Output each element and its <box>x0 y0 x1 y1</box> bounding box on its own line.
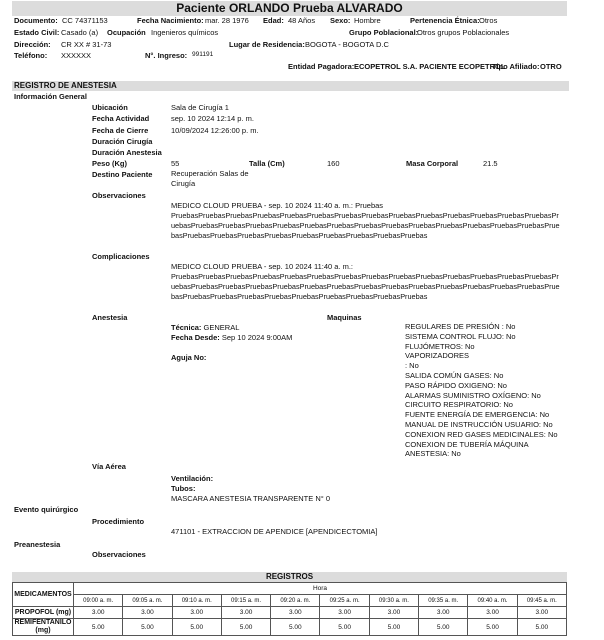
nacimiento-value: mar. 28 1976 <box>205 16 249 25</box>
pre-observaciones-label: Observaciones <box>92 550 146 559</box>
dose-cell: 3.00 <box>369 607 418 619</box>
dose-cell: 5.00 <box>221 619 270 636</box>
hour-cell: 09:45 a. m. <box>517 595 566 607</box>
observaciones-text: PruebasPruebasPruebasPruebasPruebasPruebasPruebasPruebasPruebasPruebasPruebasPruebasPruebasPruebasPruebasPruebasPruebasPruebasPruebasPruebasPruebasPruebasPruebasPruebasPruebasPruebasPruebasPruebasPruebasPruebasPruebasPruebasPruebasPruebasPruebasPruebasPruebasPruebas <box>171 211 560 240</box>
maquina-item: ANESTESIA: No <box>405 449 461 459</box>
preanestesia-label: Preanestesia <box>14 540 61 549</box>
actividad-value: sep. 10 2024 12:14 p. m. <box>171 114 254 123</box>
hour-cell: 09:35 a. m. <box>419 595 468 607</box>
evento-label: Evento quirúrgico <box>14 505 79 514</box>
anestesia-label: Anestesia <box>92 313 128 322</box>
procedimiento-value: 471101 - EXTRACCION DE APENDICE [APENDICECTOMIA] <box>171 527 378 536</box>
maquina-item: VAPORIZADORES <box>405 351 470 361</box>
tecnica-label: Técnica: <box>171 323 202 332</box>
destino-value-line1: Recuperación Salas de <box>171 169 249 178</box>
dose-cell: 5.00 <box>468 619 517 636</box>
documento-label: Documento: <box>14 16 58 25</box>
hour-cell: 09:40 a. m. <box>468 595 517 607</box>
medicamento-name: PROPOFOL (mg) <box>13 607 74 619</box>
masa-label: Masa Corporal <box>406 159 459 168</box>
hora-header: Hora <box>74 583 567 595</box>
hour-cell: 09:00 a. m. <box>74 595 123 607</box>
peso-label: Peso (Kg) <box>92 159 128 168</box>
dose-cell: 5.00 <box>123 619 172 636</box>
dose-cell: 5.00 <box>517 619 566 636</box>
dose-cell: 5.00 <box>320 619 369 636</box>
via-aerea-label: Vía Aérea <box>92 462 126 471</box>
medicamentos-header: MEDICAMENTOS <box>13 583 74 607</box>
entidad-value: ECOPETROL S.A. PACIENTE ECOPETROL <box>354 62 506 71</box>
dose-cell: 3.00 <box>74 607 123 619</box>
dose-cell: 5.00 <box>419 619 468 636</box>
ventilacion-label: Ventilación: <box>171 474 214 483</box>
maquina-item: FLUJÓMETROS: No <box>405 341 475 351</box>
dose-cell: 3.00 <box>271 607 320 619</box>
aguja-label: Aguja No: <box>171 353 207 362</box>
residencia-value: BOGOTA - BOGOTA D.C <box>305 40 389 49</box>
table-row <box>13 607 567 619</box>
maquina-item: : No <box>405 361 419 371</box>
edad-label: Edad: <box>263 16 284 25</box>
hour-cell: 09:15 a. m. <box>221 595 270 607</box>
dose-cell: 3.00 <box>517 607 566 619</box>
afiliado-value: OTRO <box>540 62 562 71</box>
observaciones-head: MEDICO CLOUD PRUEBA - sep. 10 2024 11:40 a. m.: Pruebas <box>171 201 384 210</box>
telefono-value: XXXXXX <box>61 51 92 60</box>
registros-table <box>12 582 567 636</box>
maquina-item: CONEXION DE TUBERÍA MÁQUINA <box>405 439 529 449</box>
dose-cell: 3.00 <box>123 607 172 619</box>
tubos-label: Tubos: <box>171 484 196 493</box>
observaciones-label: Observaciones <box>92 191 146 200</box>
dose-cell: 5.00 <box>172 619 221 636</box>
desde-label: Fecha Desde: <box>171 333 220 342</box>
maquina-item: PASO RÁPIDO OXIGENO: No <box>405 380 507 390</box>
hour-cell: 09:25 a. m. <box>320 595 369 607</box>
talla-label: Talla (Cm) <box>249 159 285 168</box>
etnica-label: Pertenencia Étnica: <box>410 16 480 25</box>
maquina-item: CONEXION RED GASES MEDICINALES: No <box>405 429 558 439</box>
section-title: REGISTRO DE ANESTESIA <box>12 81 569 91</box>
civil-value: Casado (a) <box>61 28 99 37</box>
maquina-item: FUENTE ENERGÍA DE EMERGENCIA: No <box>405 410 550 420</box>
maquina-item: CIRCUITO RESPIRATORIO: No <box>405 400 513 410</box>
sexo-label: Sexo: <box>330 16 351 25</box>
civil-label: Estado Civil: <box>14 28 60 37</box>
ubicacion-value: Sala de Cirugía 1 <box>171 103 229 112</box>
ubicacion-label: Ubicación <box>92 103 128 112</box>
dose-cell: 5.00 <box>271 619 320 636</box>
peso-value: 55 <box>171 159 180 168</box>
hour-cell: 09:10 a. m. <box>172 595 221 607</box>
maquinas-label: Maquinas <box>327 313 362 322</box>
direccion-label: Dirección: <box>14 40 51 49</box>
mascara-value: MASCARA ANESTESIA TRANSPARENTE N° 0 <box>171 494 331 503</box>
grupo-value: Otros grupos Poblacionales <box>417 28 510 37</box>
hours-row <box>13 595 567 607</box>
duracion-cirugia-label: Duración Cirugía <box>92 137 153 146</box>
destino-label: Destino Paciente <box>92 170 153 179</box>
dose-cell: 5.00 <box>369 619 418 636</box>
complicaciones-text: PruebasPruebasPruebasPruebasPruebasPruebasPruebasPruebasPruebasPruebasPruebasPruebasPruebasPruebasPruebasPruebasPruebasPruebasPruebasPruebasPruebasPruebasPruebasPruebasPruebasPruebasPruebasPruebasPruebasPruebasPruebasPruebasPruebasPruebasPruebasPruebasPruebasPruebas <box>171 272 560 301</box>
desde-value: Sep 10 2024 9:00AM <box>221 333 293 342</box>
medicamento-name: REMIFENTANILO (mg) <box>14 619 72 634</box>
direccion-value: CR XX # 31-73 <box>61 40 112 49</box>
telefono-label: Teléfono: <box>14 51 48 60</box>
ingreso-label: N°. Ingreso: <box>145 51 188 60</box>
dose-cell: 3.00 <box>419 607 468 619</box>
documento-value: CC 74371153 <box>62 16 108 25</box>
dose-cell: 3.00 <box>320 607 369 619</box>
nacimiento-label: Fecha Nacimiento: <box>137 16 204 25</box>
afiliado-label: Tipo Afiliado: <box>492 62 540 71</box>
hour-cell: 09:20 a. m. <box>271 595 320 607</box>
page-title: Paciente ORLANDO Prueba ALVARADO <box>12 1 567 16</box>
grupo-label: Grupo Poblacional: <box>349 28 419 37</box>
etnica-value: Otros <box>479 16 498 25</box>
complicaciones-label: Complicaciones <box>92 252 150 261</box>
ocupacion-label: Ocupación <box>107 28 146 37</box>
dose-cell: 5.00 <box>74 619 123 636</box>
ingreso-value: 991191 <box>192 51 214 58</box>
edad-value: 48 Años <box>288 16 316 25</box>
complicaciones-head: MEDICO CLOUD PRUEBA - sep. 10 2024 11:40 a. m.: <box>171 262 354 271</box>
dose-cell: 3.00 <box>468 607 517 619</box>
maquina-item: MANUAL DE INSTRUCCIÓN USUARIO: No <box>405 419 553 429</box>
sexo-value: Hombre <box>354 16 381 25</box>
cierre-value: 10/09/2024 12:26:00 p. m. <box>171 126 259 135</box>
procedimiento-label: Procedimiento <box>92 517 145 526</box>
tecnica-value: GENERAL <box>203 323 240 332</box>
maquinas-list <box>405 322 558 459</box>
maquina-item: SISTEMA CONTROL FLUJO: No <box>405 331 516 341</box>
duracion-anestesia-label: Duración Anestesia <box>92 148 162 157</box>
maquina-item: REGULARES DE PRESIÓN : No <box>405 322 516 331</box>
ocupacion-value: Ingenieros químicos <box>151 28 219 37</box>
maquina-item: SALIDA COMÚN GASES: No <box>405 370 504 380</box>
hour-cell: 09:30 a. m. <box>369 595 418 607</box>
destino-value-line2: Cirugía <box>171 179 196 188</box>
cierre-label: Fecha de Cierre <box>92 126 149 135</box>
maquina-item: ALARMAS SUMINISTRO OXÍGENO: No <box>405 390 541 400</box>
actividad-label: Fecha Actividad <box>92 114 150 123</box>
info-general-heading: Información General <box>14 92 87 101</box>
residencia-label: Lugar de Residencia: <box>229 40 305 49</box>
table-row <box>13 619 567 636</box>
registros-title: REGISTROS <box>12 572 567 582</box>
dose-cell: 3.00 <box>221 607 270 619</box>
entidad-label: Entidad Pagadora: <box>288 62 355 71</box>
talla-value: 160 <box>327 159 340 168</box>
dose-cell: 3.00 <box>172 607 221 619</box>
hour-cell: 09:05 a. m. <box>123 595 172 607</box>
masa-value: 21.5 <box>483 159 498 168</box>
